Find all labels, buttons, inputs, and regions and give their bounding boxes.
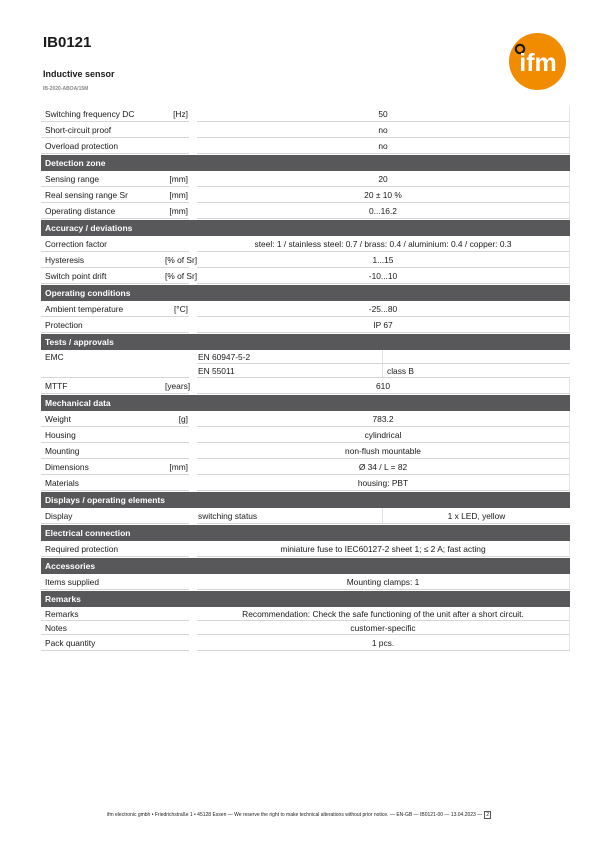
row-label: Switch point drift xyxy=(41,268,165,284)
row-label: Correction factor xyxy=(41,236,165,252)
spec-row xyxy=(41,236,570,252)
row-value: IP 67 xyxy=(197,317,570,333)
row-value: Recommendation: Check the safe functioning of the unit after a short circuit. xyxy=(197,607,570,621)
row-unit xyxy=(165,236,189,252)
row-unit xyxy=(165,635,189,651)
row-unit xyxy=(165,350,189,364)
spec-row xyxy=(41,574,570,590)
row-label: Dimensions xyxy=(41,459,165,475)
row-value: 50 xyxy=(197,106,570,122)
row-label: Protection xyxy=(41,317,165,333)
row-unit: [% of Sr] xyxy=(165,252,189,268)
section-header-remarks: Remarks xyxy=(41,591,570,607)
row-label: Operating distance xyxy=(41,203,165,219)
row-unit xyxy=(165,427,189,443)
row-value: miniature fuse to IEC60127-2 sheet 1; ≤ 2 A; fast acting xyxy=(197,541,570,557)
section-header-displays: Displays / operating elements xyxy=(41,492,570,508)
footer-text: ifm electronic gmbh • Friedrichstraße 1 • 45128 Essen — We reserve the right to make technical alterations without prior notice. — EN-GB — IB0121-00 — 13.04.2023 — xyxy=(106,812,483,818)
row-value: Ø 34 / L = 82 xyxy=(197,459,570,475)
spec-row xyxy=(41,203,570,219)
row-value: non-flush mountable xyxy=(197,443,570,459)
row-unit: [Hz] xyxy=(165,106,189,122)
spec-table xyxy=(41,106,570,651)
spec-row-overload xyxy=(41,138,570,154)
svg-text:ifm: ifm xyxy=(519,49,557,77)
spec-row xyxy=(41,427,570,443)
emc-standard: EN 55011 xyxy=(197,364,383,377)
emc-standard: EN 60947-5-2 xyxy=(197,350,383,363)
row-label: Mounting xyxy=(41,443,165,459)
row-value: no xyxy=(197,138,570,154)
row-label: Ambient temperature xyxy=(41,301,165,317)
row-unit: [mm] xyxy=(165,187,189,203)
row-value: housing: PBT xyxy=(197,475,570,491)
row-label: Items supplied xyxy=(41,574,165,590)
spec-row-emc xyxy=(41,350,570,364)
spec-row-switching-frequency xyxy=(41,106,570,122)
spec-row xyxy=(41,607,570,621)
row-label: Weight xyxy=(41,411,165,427)
spec-row xyxy=(41,171,570,187)
row-value xyxy=(197,508,570,524)
spec-row xyxy=(41,317,570,333)
display-function: switching status xyxy=(197,508,383,523)
display-type: 1 x LED, yellow xyxy=(447,511,506,521)
product-subtitle: Inductive sensor xyxy=(43,69,115,79)
row-unit xyxy=(165,364,189,378)
row-label: Pack quantity xyxy=(41,635,165,651)
row-label: Display xyxy=(41,508,165,524)
row-label xyxy=(41,364,165,378)
row-value: 783.2 xyxy=(197,411,570,427)
spec-row xyxy=(41,268,570,284)
row-label: Hysteresis xyxy=(41,252,165,268)
section-header-mechanical: Mechanical data xyxy=(41,395,570,411)
row-value: cylindrical xyxy=(197,427,570,443)
ifm-logo xyxy=(509,33,566,90)
spec-row-mttf xyxy=(41,378,570,394)
row-label: Sensing range xyxy=(41,171,165,187)
spec-row xyxy=(41,475,570,491)
row-unit xyxy=(165,541,189,557)
spec-row xyxy=(41,301,570,317)
row-value: -25...80 xyxy=(197,301,570,317)
section-header-accuracy: Accuracy / deviations xyxy=(41,220,570,236)
row-unit: [% of Sr] xyxy=(165,268,189,284)
row-unit: [mm] xyxy=(165,171,189,187)
row-value: 0...16.2 xyxy=(197,203,570,219)
row-label: Notes xyxy=(41,621,165,635)
row-unit xyxy=(165,574,189,590)
section-header-operating-conditions: Operating conditions xyxy=(41,285,570,301)
row-value: no xyxy=(197,122,570,138)
page-footer xyxy=(0,812,598,818)
spec-row xyxy=(41,459,570,475)
row-unit: [g] xyxy=(165,411,189,427)
row-unit: [°C] xyxy=(165,301,189,317)
row-unit xyxy=(165,317,189,333)
spec-row xyxy=(41,187,570,203)
row-label: EMC xyxy=(45,352,64,362)
row-label: Overload protection xyxy=(41,138,165,154)
spec-row xyxy=(41,635,570,651)
row-unit xyxy=(165,607,189,621)
spec-row xyxy=(41,541,570,557)
emc-class: class B xyxy=(387,366,414,376)
row-unit: [mm] xyxy=(165,459,189,475)
row-label: Switching frequency DC xyxy=(41,106,165,122)
row-label: MTTF xyxy=(41,378,165,394)
row-unit xyxy=(165,508,189,524)
row-value: 20 xyxy=(197,171,570,187)
row-unit xyxy=(165,475,189,491)
row-unit: [years] xyxy=(165,378,189,394)
row-unit: [mm] xyxy=(165,203,189,219)
page-number: 2 xyxy=(486,812,490,818)
row-value: customer-specific xyxy=(197,621,570,635)
spec-row xyxy=(41,252,570,268)
row-unit xyxy=(165,138,189,154)
row-unit xyxy=(165,621,189,635)
spec-row xyxy=(41,443,570,459)
article-code: IB-2020-ABOA/15M xyxy=(43,86,89,92)
emc-class xyxy=(383,350,570,363)
row-value: 1...15 xyxy=(197,252,570,268)
row-value: steel: 1 / stainless steel: 0.7 / brass: 0.4 / aluminium: 0.4 / copper: 0.3 xyxy=(197,236,570,252)
product-title: IB0121 xyxy=(43,34,92,51)
row-label: Materials xyxy=(41,475,165,491)
spec-row-display xyxy=(41,508,570,524)
spec-row xyxy=(41,621,570,635)
row-value: Mounting clamps: 1 xyxy=(197,574,570,590)
row-value: 20 ± 10 % xyxy=(197,187,570,203)
row-label: Remarks xyxy=(41,607,165,621)
row-label: Short-circuit proof xyxy=(41,122,165,138)
row-value xyxy=(197,350,570,364)
section-header-tests: Tests / approvals xyxy=(41,334,570,350)
row-unit xyxy=(165,122,189,138)
spec-row-emc xyxy=(41,364,570,378)
row-value xyxy=(197,364,570,378)
section-header-detection-zone: Detection zone xyxy=(41,155,570,171)
row-value: 1 pcs. xyxy=(197,635,570,651)
spec-row xyxy=(41,411,570,427)
row-unit xyxy=(165,443,189,459)
section-header-accessories: Accessories xyxy=(41,558,570,574)
row-label: Housing xyxy=(41,427,165,443)
row-value: -10...10 xyxy=(197,268,570,284)
row-label: Real sensing range Sr xyxy=(41,187,165,203)
section-header-electrical: Electrical connection xyxy=(41,525,570,541)
spec-row-short-circuit xyxy=(41,122,570,138)
row-value: 610 xyxy=(197,378,570,394)
row-label: Required protection xyxy=(41,541,165,557)
